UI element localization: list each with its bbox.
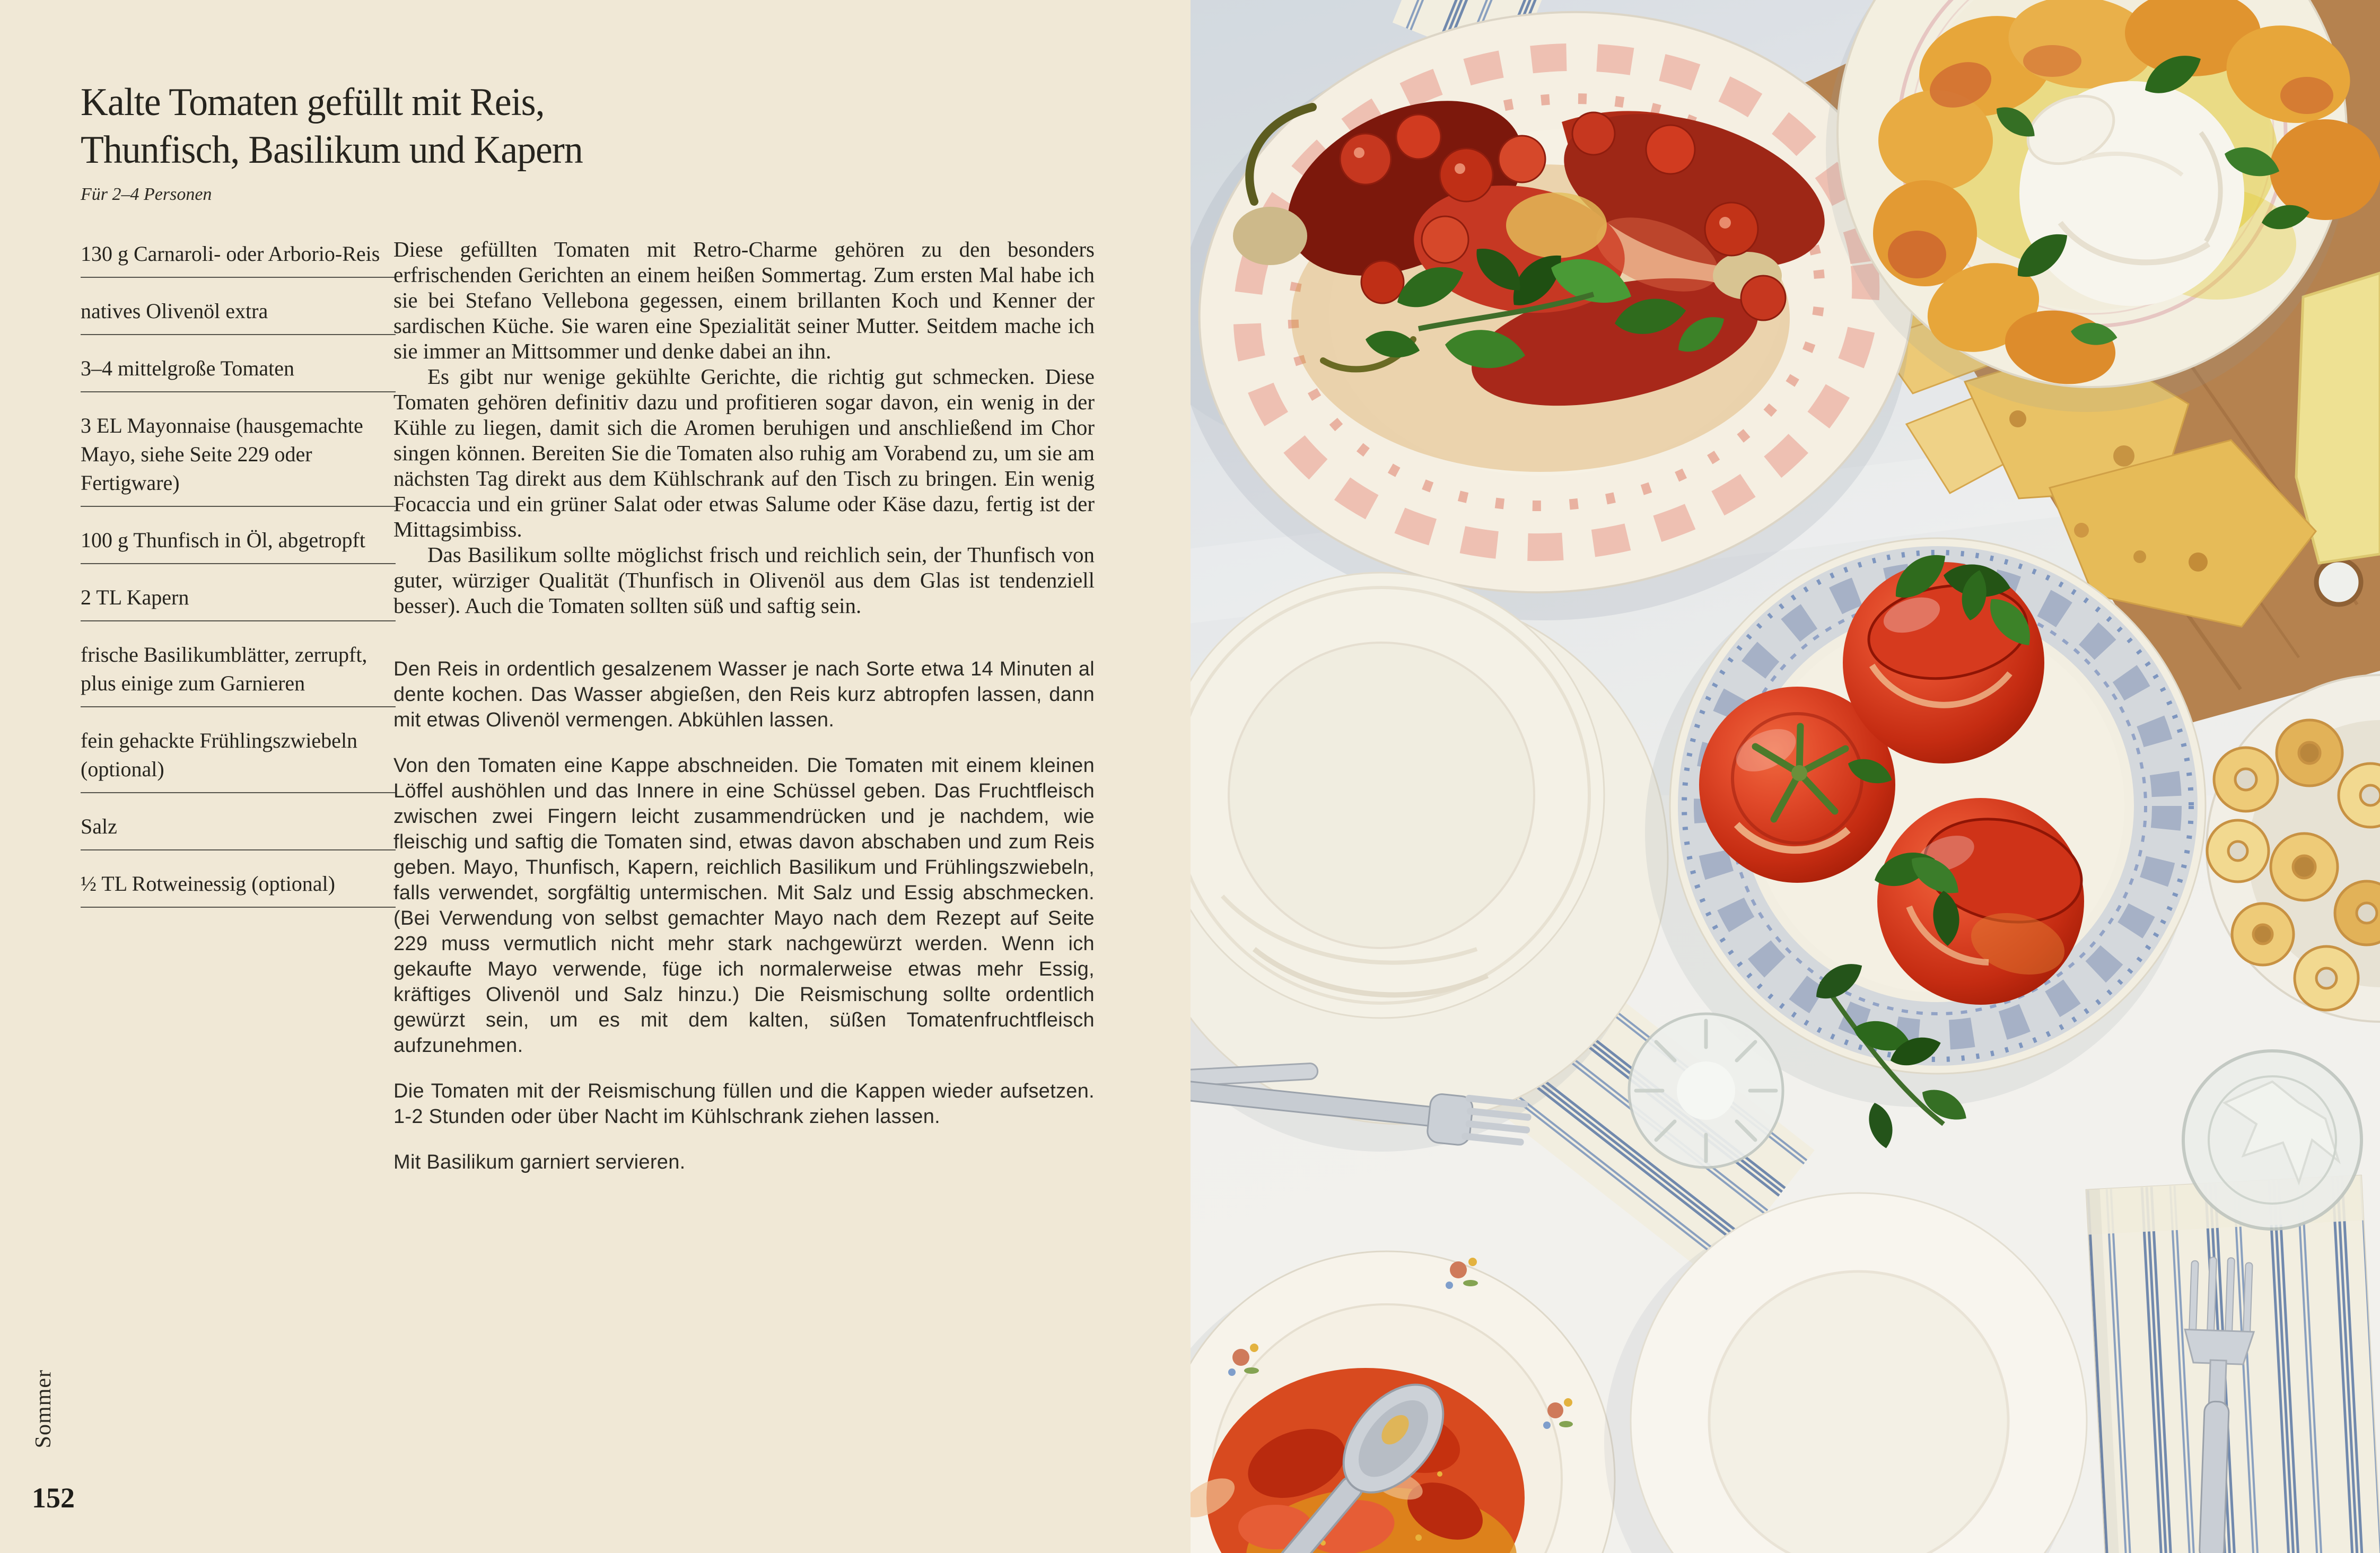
intro-paragraph: Diese gefüllten Tomaten mit Retro-Charme gehören zu den besonders erfrischenden Gerichten an einem heißen Sommertag. Zum ersten Mal habe ich sie bei Stefano Vellebona gegessen, einem brillanten Koch und Kenner der sardischen Küche. Sie waren eine Spezialität seiner Mutter. Seitdem mache ich sie immer an Mittsommer und denke dabei an ihn. [393, 237, 1095, 363]
ingredient-item: 2 TL Kapern [81, 583, 396, 621]
ingredient-item: 130 g Carnaroli- oder Arborio-Reis [81, 240, 396, 278]
food-photograph [1191, 0, 2380, 1553]
ingredient-list [81, 240, 396, 927]
intro-paragraph: Es gibt nur wenige gekühlte Gerichte, die richtig gut schmecken. Diese Tomaten gehören definitiv dazu und profitieren sogar davon, ein wenig in der Kühle zu liegen, damit sich die Aromen beruhigen und anschließend im Chor singen können. Bereiten Sie die Tomaten also ruhig am Vorabend zu, um sie am nächsten Tag direkt aus dem Kühlschrank auf den Tisch zu bringen. Ein wenig Focaccia und ein grüner Salat oder etwas Salume oder Käse dazu, fertig ist der Mittagsimbiss. [393, 364, 1095, 541]
ingredient-item: ½ TL Rotweinessig (optional) [81, 870, 396, 908]
ingredient-item: natives Olivenöl extra [81, 297, 396, 335]
crystal-glass [2183, 1051, 2361, 1229]
recipe-steps [393, 656, 1095, 1175]
step-paragraph: Mit Basilikum garniert servieren. [393, 1151, 686, 1173]
cheese-slab [2296, 273, 2380, 563]
recipe-body-column [393, 236, 1095, 1195]
ingredient-item: 3 EL Mayonnaise (hausgemachte Mayo, siehe Seite 229 oder Fertigware) [81, 411, 396, 507]
ingredient-item: 100 g Thunfisch in Öl, abgetropft [81, 526, 396, 564]
title-line-2: Thunfisch, Basilikum und Kapern [81, 128, 583, 172]
stuffed-tomato-2 [1843, 562, 2044, 764]
step-paragraph: Von den Tomaten eine Kappe abschneiden. Die Tomaten mit einem kleinen Löffel aushöhlen und das Innere in eine Schüssel geben. Das Fruchtfleisch zwischen zwei Fingern leicht zusammendrücken und je nachdem, wie fleischig und saftig die Tomaten sind, etwas davon abschaben und zum Reis geben. Mayo, Thunfisch, Kapern, reichlich Basilikum und Frühlingszwiebeln, falls verwendet, sorgfältig untermischen. Mit Salz und Essig abschmecken. (Bei Verwendung von selbst gemachter Mayo nach dem Rezept auf Seite 229 muss vermutlich nicht mehr stark nachgewürzt werden. Wenn ich gekaufte Mayo verwende, füge ich normalerweise etwas mehr Essig, kräftiges Olivenöl und Salz hinzu.) Die Reismischung sollte ordentlich gewürzt sein, um es mit dem kalten, süßen Tomatenfruchtfleisch aufzunehmen. [393, 754, 1095, 1057]
board-handle-hole [2316, 560, 2361, 604]
serving-note: Für 2–4 Personen [81, 185, 212, 204]
ingredient-item: frische Basilikumblätter, zerrupft, plus einige zum Garnieren [81, 640, 396, 707]
step-paragraph: Die Tomaten mit der Reismischung füllen und die Kappen wieder aufsetzen. 1-2 Stunden oder über Nacht im Kühlschrank ziehen lassen. [393, 1080, 1095, 1128]
intro-paragraph: Das Basilikum sollte möglichst frisch und reichlich sein, der Thunfisch von guter, würziger Qualität (Thunfisch in Olivenöl aus dem Glas ist tendenziell besser). Auch die Tomaten sollten süß und saftig sein. [393, 542, 1095, 618]
chapter-label: Sommer [31, 1369, 56, 1448]
title-line-1: Kalte Tomaten gefüllt mit Reis, [81, 81, 545, 124]
step-paragraph: Den Reis in ordentlich gesalzenem Wasser je nach Sorte etwa 14 Minuten al dente kochen. Das Wasser abgießen, den Reis kurz abtropfen lassen, dann mit etwas Olivenöl vermengen. Abkühlen lassen. [393, 658, 1095, 731]
page-title [81, 78, 583, 174]
ingredient-item: fein gehackte Frühlingszwiebeln (optional) [81, 726, 396, 793]
ingredient-item: Salz [81, 812, 396, 850]
recipe-introduction [393, 236, 1095, 618]
page-number: 152 [32, 1482, 75, 1514]
ingredient-item: 3–4 mittelgroße Tomaten [81, 354, 396, 392]
water-glass [1629, 1014, 1783, 1168]
